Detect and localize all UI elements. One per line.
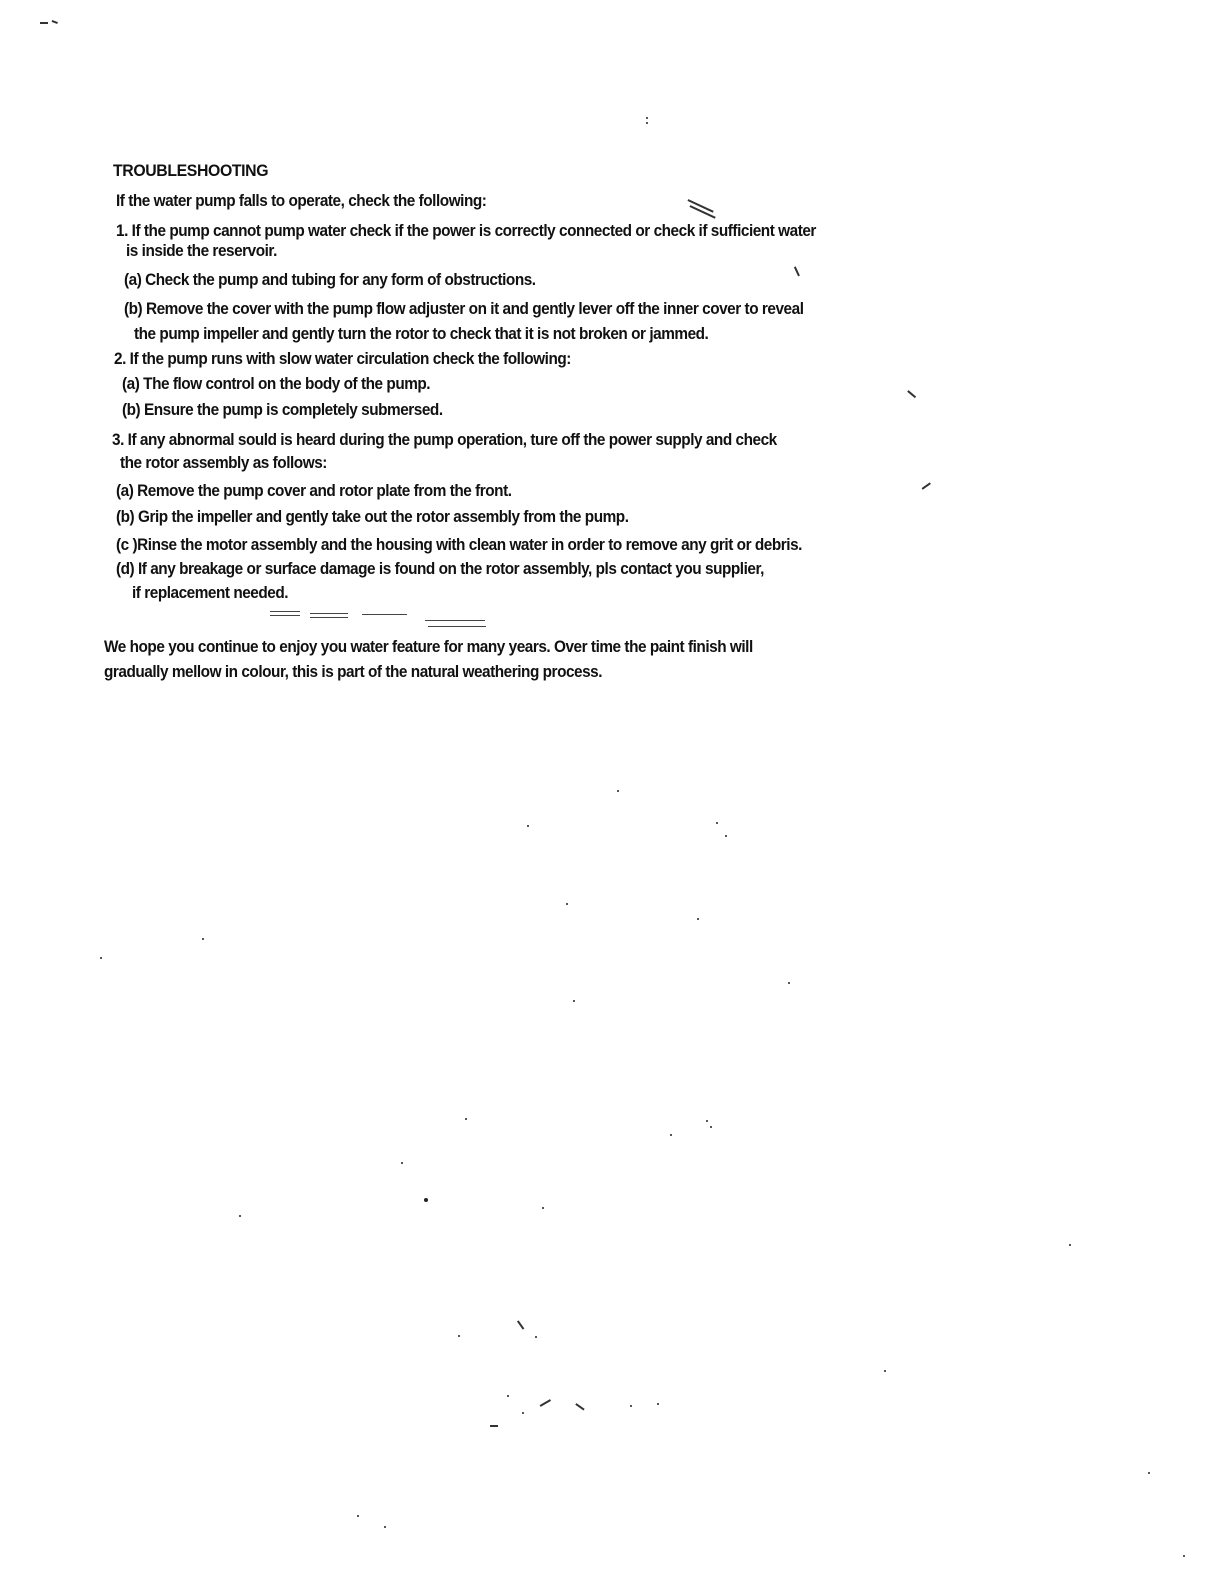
scan-speck xyxy=(630,1405,632,1407)
scan-dash xyxy=(270,615,300,616)
step-1-continued: is inside the reservoir. xyxy=(126,242,277,260)
scan-dash xyxy=(362,614,407,615)
scan-speck xyxy=(573,1000,575,1002)
step-3c: (c )Rinse the motor assembly and the housing with clean water in order to remove any grit or debris. xyxy=(116,536,802,554)
scan-speck xyxy=(465,1118,467,1120)
scan-dash xyxy=(428,626,486,627)
scan-speck xyxy=(1069,1244,1071,1246)
scan-speck xyxy=(357,1515,359,1517)
scan-speck xyxy=(670,1134,672,1136)
scan-stroke xyxy=(52,20,58,23)
scan-stroke xyxy=(517,1320,524,1329)
scan-speck xyxy=(535,1336,537,1338)
scan-stroke xyxy=(908,390,917,398)
scan-stroke xyxy=(540,1399,551,1406)
scan-speck xyxy=(401,1162,403,1164)
scan-speck xyxy=(706,1120,708,1122)
closing-line-2: gradually mellow in colour, this is part of the natural weathering process. xyxy=(104,663,603,681)
scan-speck xyxy=(710,1126,712,1128)
step-2b: (b) Ensure the pump is completely submersed. xyxy=(122,401,443,419)
scan-speck xyxy=(458,1335,460,1337)
scan-speck xyxy=(542,1207,544,1209)
step-3d: (d) If any breakage or surface damage is found on the rotor assembly, pls contact you supplier, xyxy=(116,560,764,578)
scan-speck xyxy=(522,1412,524,1414)
scan-speck xyxy=(384,1526,386,1528)
step-3a: (a) Remove the pump cover and rotor plate from the front. xyxy=(116,482,512,500)
scan-speck xyxy=(617,790,619,792)
scan-speck xyxy=(657,1403,659,1405)
scan-speck xyxy=(725,835,727,837)
scan-dash xyxy=(310,617,348,618)
scan-speck xyxy=(100,957,102,959)
step-1a: (a) Check the pump and tubing for any form of obstructions. xyxy=(124,271,536,289)
scan-speck xyxy=(566,903,568,905)
scan-speck xyxy=(239,1215,241,1217)
step-1: 1. If the pump cannot pump water check if the power is correctly connected or check if sufficient water xyxy=(116,222,816,240)
scan-dash xyxy=(425,620,485,621)
scan-speck xyxy=(788,982,790,984)
document-title: TROUBLESHOOTING xyxy=(113,161,269,180)
scan-speck xyxy=(716,822,718,824)
step-2: 2. If the pump runs with slow water circulation check the following: xyxy=(114,350,571,368)
intro-line: If the water pump falls to operate, check the following: xyxy=(116,192,487,210)
step-3d-continued: if replacement needed. xyxy=(132,584,289,602)
scan-speck xyxy=(884,1370,886,1372)
scan-speck xyxy=(646,117,648,119)
scan-speck xyxy=(646,122,648,124)
scan-speck xyxy=(202,938,204,940)
scan-speck xyxy=(507,1395,509,1397)
scan-stroke xyxy=(490,1425,498,1427)
scan-dash xyxy=(270,611,300,612)
scan-stroke xyxy=(922,482,931,489)
scan-stroke xyxy=(576,1403,585,1410)
scan-dash xyxy=(310,613,348,614)
step-3-continued: the rotor assembly as follows: xyxy=(120,454,327,472)
step-3: 3. If any abnormal sould is heard during the pump operation, ture off the power supply and check xyxy=(112,431,777,449)
scan-speck xyxy=(527,825,529,827)
scan-stroke xyxy=(40,22,48,24)
scan-speck xyxy=(1148,1472,1150,1474)
step-3b: (b) Grip the impeller and gently take out the rotor assembly from the pump. xyxy=(116,508,629,526)
scan-speck xyxy=(424,1198,428,1202)
step-2a: (a) The flow control on the body of the pump. xyxy=(122,375,431,393)
closing-line-1: We hope you continue to enjoy you water feature for many years. Over time the paint finish will xyxy=(104,638,753,656)
step-1b-continued: the pump impeller and gently turn the rotor to check that it is not broken or jammed. xyxy=(134,325,709,343)
scan-speck xyxy=(697,918,699,920)
scan-stroke xyxy=(794,266,800,276)
scan-speck xyxy=(1183,1555,1185,1557)
step-1b: (b) Remove the cover with the pump flow adjuster on it and gently lever off the inner cover to reveal xyxy=(124,300,804,318)
